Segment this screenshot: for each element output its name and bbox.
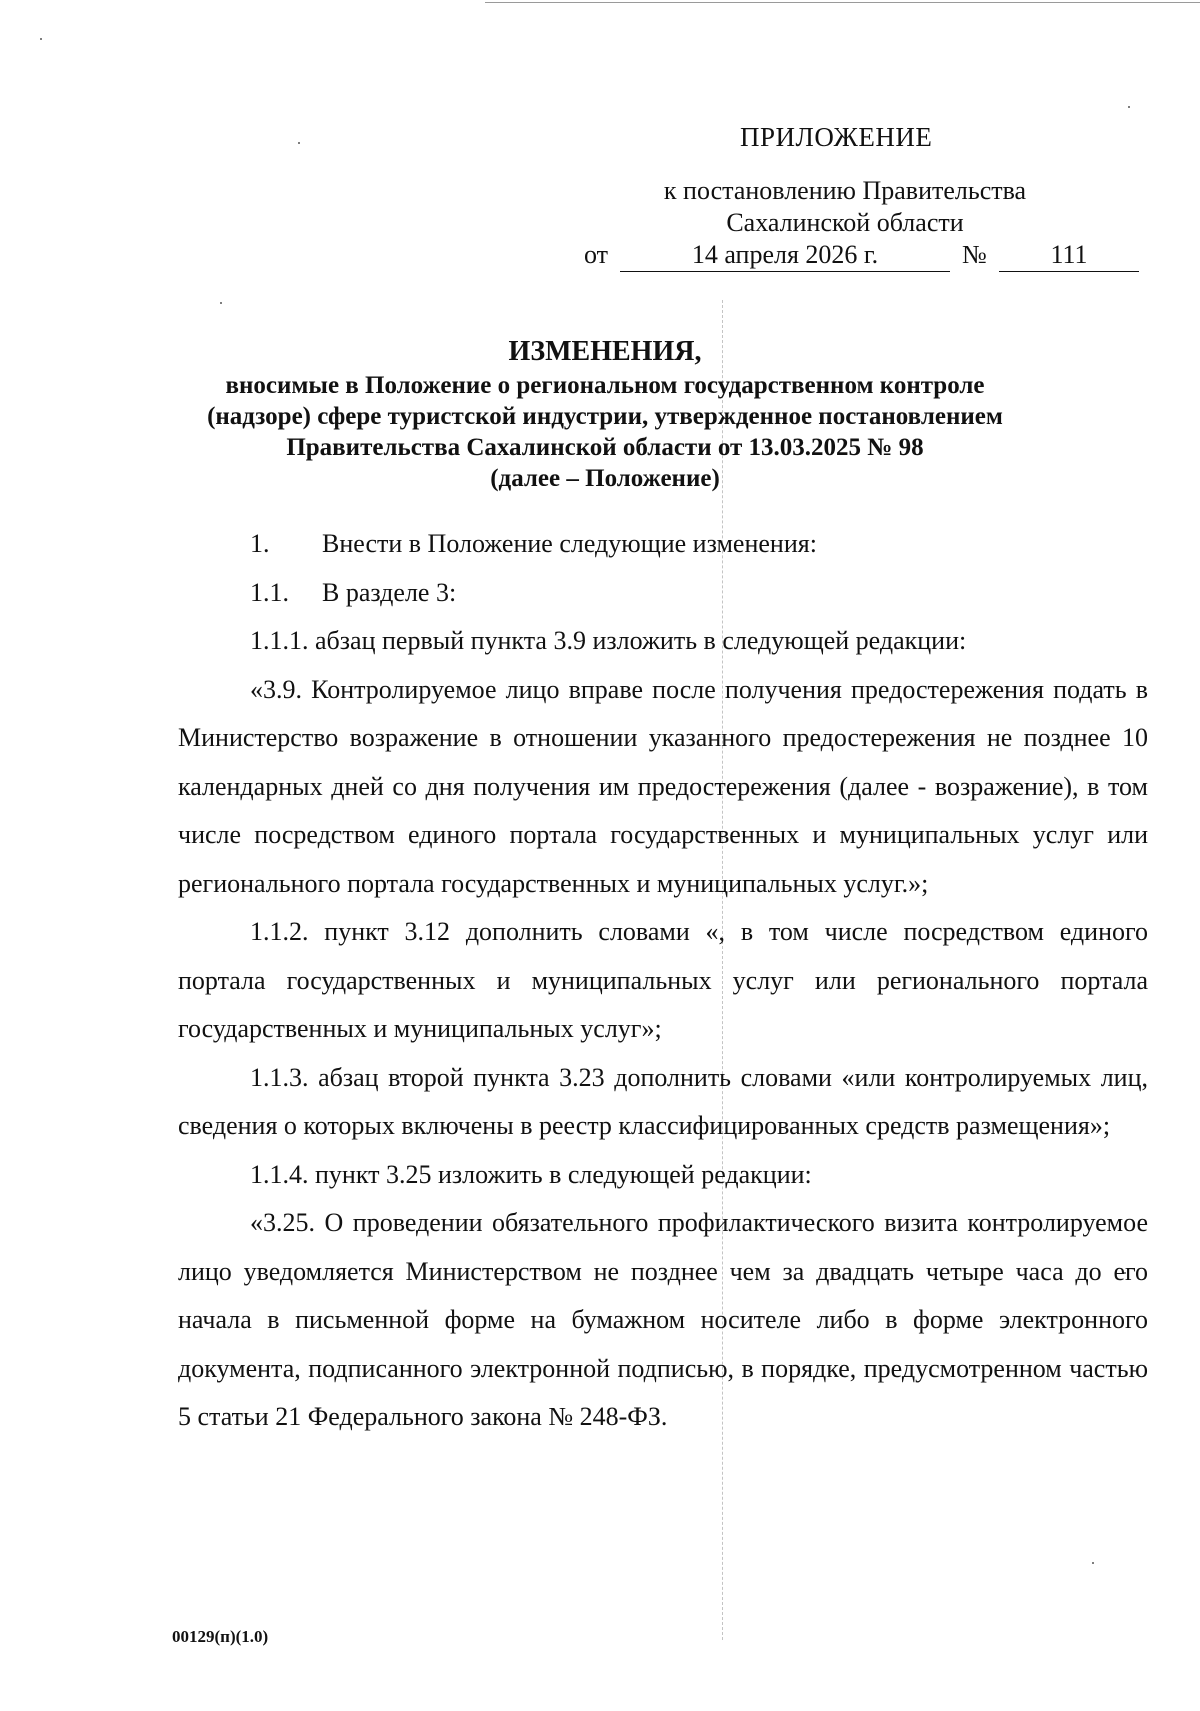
title-line-2: (надзоре) сфере туристской индустрии, утвержденное постановлением bbox=[207, 403, 1003, 430]
item-text: В разделе 3: bbox=[322, 577, 457, 607]
document-body bbox=[178, 520, 1148, 1442]
annex-title: ПРИЛОЖЕНИЕ bbox=[740, 122, 933, 152]
scan-speck bbox=[1128, 106, 1130, 108]
scan-edge-line bbox=[485, 2, 1200, 3]
document-title bbox=[130, 336, 1080, 494]
from-label: от bbox=[584, 240, 609, 269]
form-code: 00129(п)(1.0) bbox=[172, 1627, 269, 1646]
resolution-number: 111 bbox=[999, 240, 1139, 272]
scan-speck bbox=[40, 38, 42, 40]
annex-line-2: Сахалинской области bbox=[726, 208, 964, 237]
paragraph: «3.9. Контролируемое лицо вправе после получения предостережения подать в Министерство возражение в отношении указанного предостережения не позднее 10 календарных дней со дня получения им предостережения (далее - возражение), в том числе посредством единого портала государственных и муниципальных услуг или регионального портала государственных и муниципальных услуг.»; bbox=[178, 674, 1148, 898]
title-main: ИЗМЕНЕНИЯ, bbox=[508, 336, 702, 367]
paragraph: 1.1.2. пункт 3.12 дополнить словами «, в том числе посредством единого портала государственных и муниципальных услуг или регионального портала государственных и муниципальных услуг»; bbox=[178, 917, 1148, 1043]
date-number-row bbox=[584, 240, 1144, 274]
annex-line-1: к постановлению Правительства bbox=[663, 176, 1027, 205]
number-label: № bbox=[962, 240, 987, 269]
scan-speck bbox=[1092, 1562, 1094, 1564]
paragraph: 1.1.3. абзац второй пункта 3.23 дополнить словами «или контролируемых лиц, сведения о которых включены в реестр классифицированных средств размещения»; bbox=[178, 1062, 1148, 1140]
list-item bbox=[178, 569, 1148, 618]
scan-speck bbox=[220, 302, 222, 304]
title-line-3: Правительства Сахалинской области от 13.03.2025 № 98 bbox=[286, 434, 924, 461]
resolution-date: 14 апреля 2026 г. bbox=[620, 240, 950, 272]
list-item bbox=[178, 520, 1148, 569]
title-line-1: вносимые в Положение о региональном государственном контроле bbox=[225, 372, 985, 399]
scan-speck bbox=[298, 142, 300, 144]
paragraph: 1.1.4. пункт 3.25 изложить в следующей редакции: bbox=[250, 1159, 812, 1189]
paragraph: 1.1.1. абзац первый пункта 3.9 изложить в следующей редакции: bbox=[250, 626, 967, 655]
title-line-4: (далее – Положение) bbox=[490, 465, 720, 492]
item-text: Внести в Положение следующие изменения: bbox=[322, 529, 817, 558]
item-number: 1.1. bbox=[250, 577, 289, 607]
item-number: 1. bbox=[250, 529, 270, 558]
paragraph: «3.25. О проведении обязательного профилактического визита контролируемое лицо уведомляется Министерством не позднее чем за двадцать четыре часа до его начала в письменной форме на бумажном носителе либо в форме электронного документа, подписанного электронной подписью, в порядке, предусмотренном частью 5 статьи 21 Федерального закона № 248-ФЗ. bbox=[178, 1208, 1148, 1431]
